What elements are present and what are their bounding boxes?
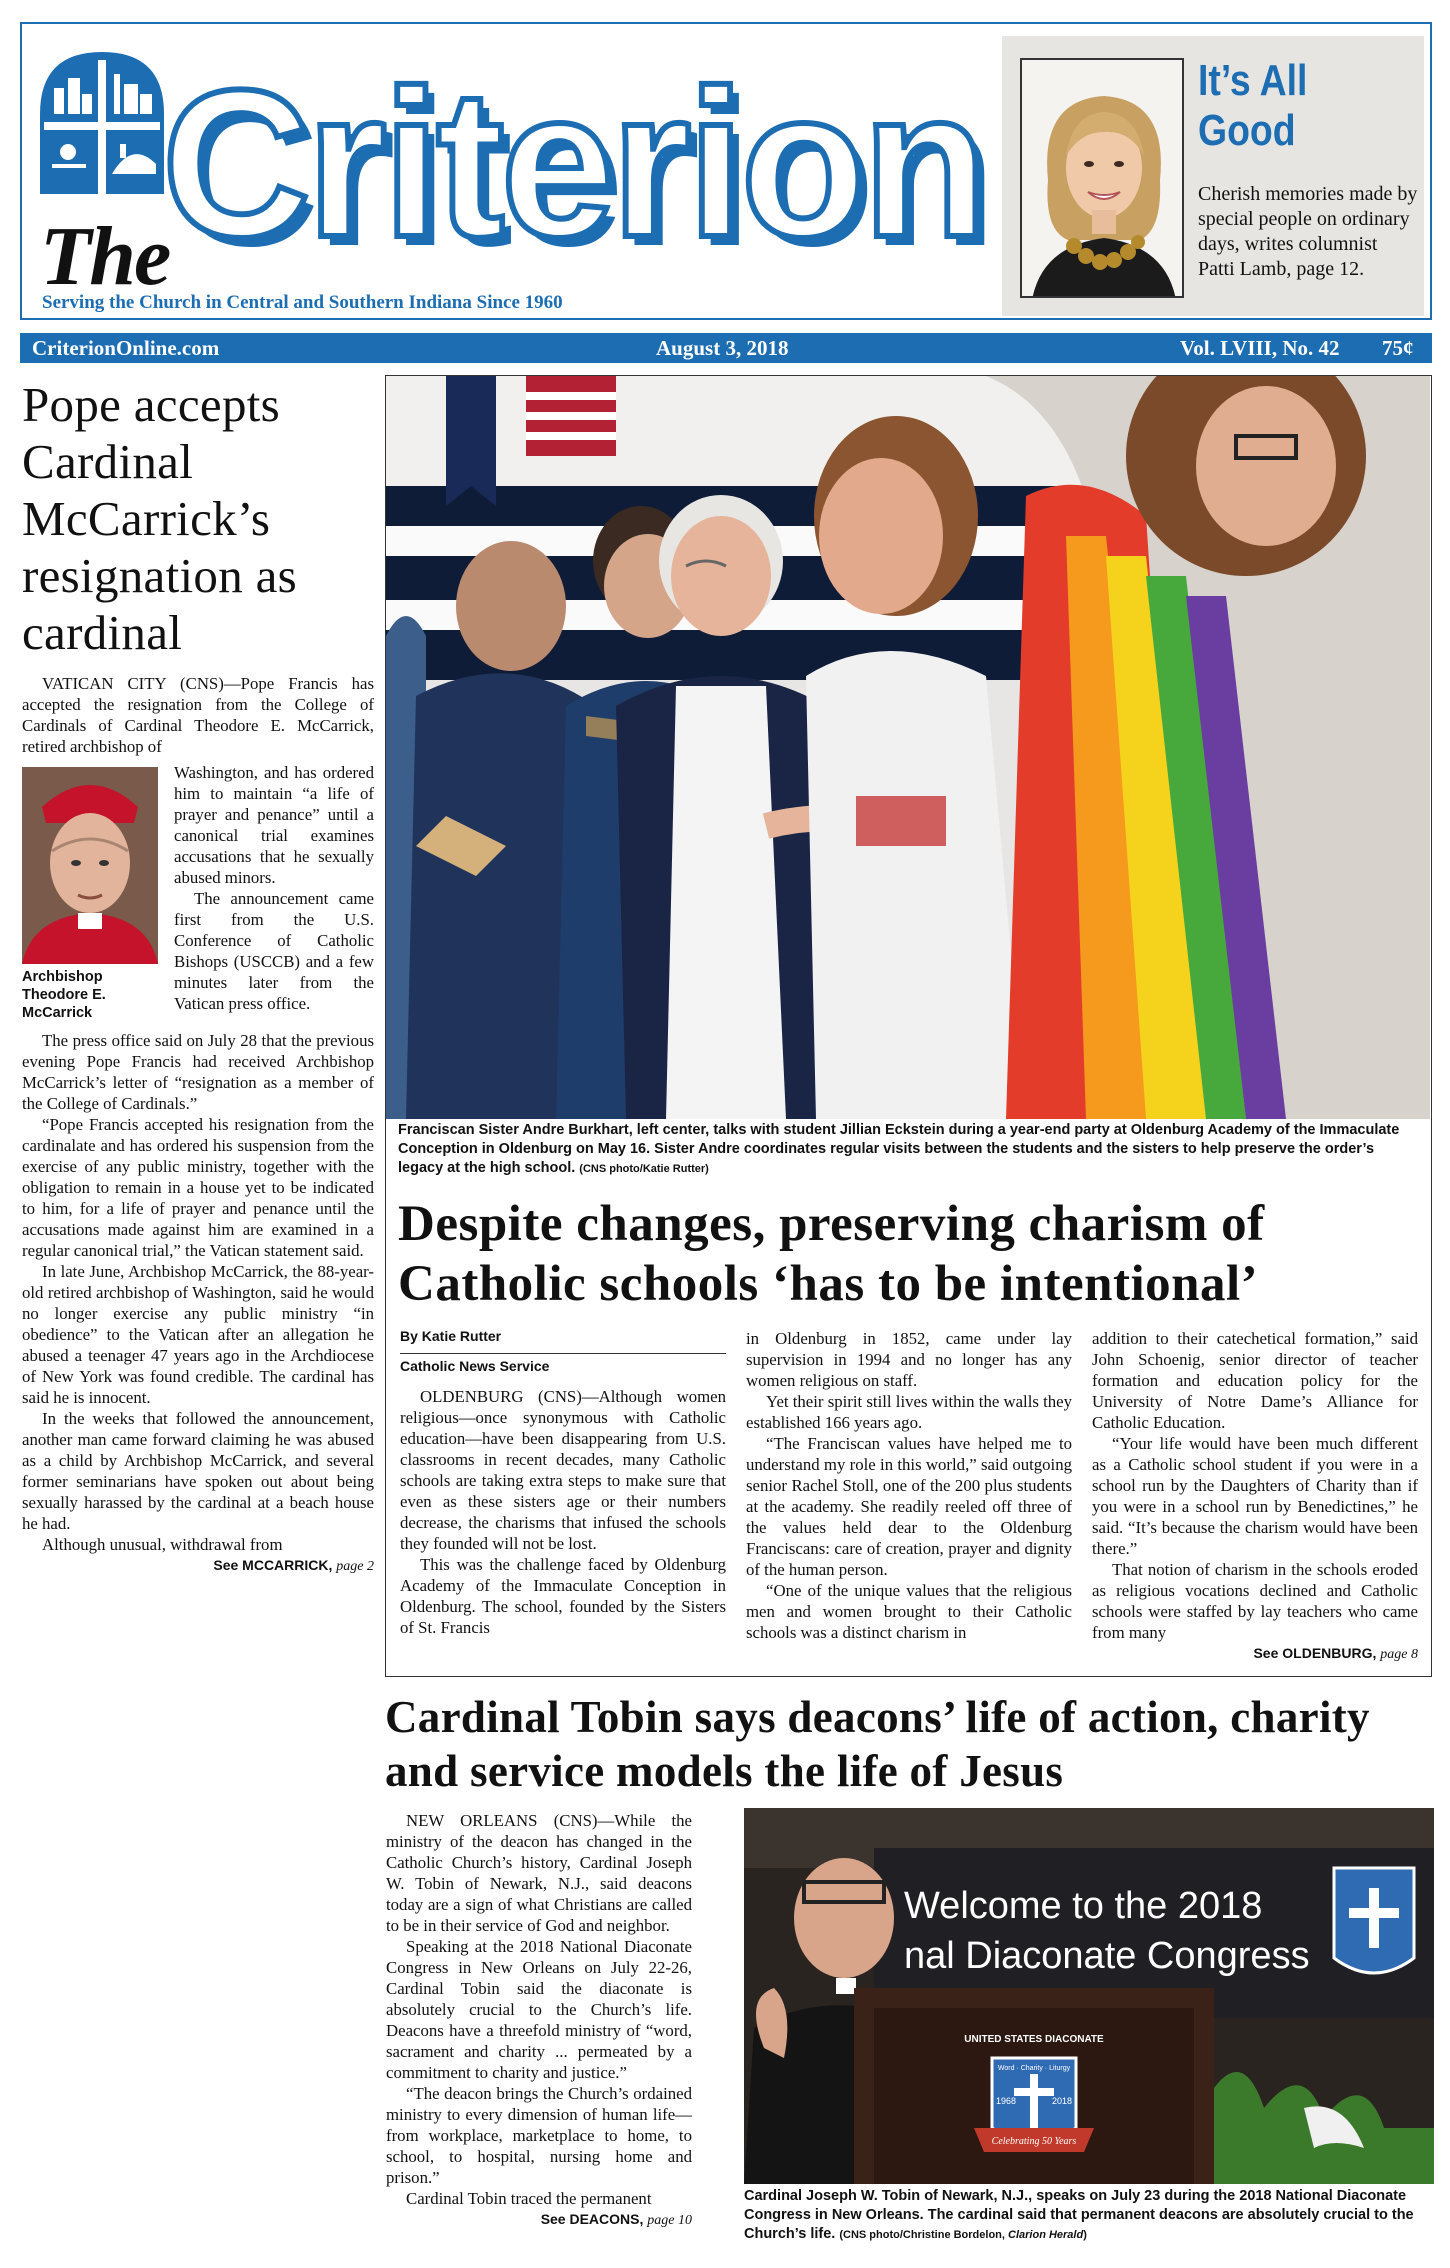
oldenburg-paragraph-2: This was the challenge faced by Oldenburg Academy of the Immaculate Conception in Oldenburg. The school, founded by the Sisters of St. Francis [400,1555,726,1637]
oldenburg-paragraph-2b: in Oldenburg in 1852, came under lay supervision in 1994 and no longer has any women religious on staff. [746,1329,1072,1390]
oldenburg-paragraph-7: That notion of charism in the schools eroded as religious vocations declined and Catholic schools were staffed by lay teachers who came from many [1092,1560,1418,1642]
columnist-photo [1020,58,1184,298]
website-link[interactable]: CriterionOnline.com [32,336,220,360]
oldenburg-byline [400,1328,726,1374]
tobin-paragraph-3: “The deacon brings the Church’s ordained ministry to every dimension of human life—from workplace, marketplace to home, to school, to hospital, nursing home and prison.” [386,2084,692,2187]
mccarrick-paragraph-6: In the weeks that followed the announcement, another man came forward claiming he was abused as a child by Archbishop McCarrick, and several former seminarians have spoken out about being sexually harassed by the cardinal at a beach house he had. [22,1409,374,1533]
tobin-paragraph-4: Cardinal Tobin traced the permanent [406,2189,652,2208]
masthead-the: The [40,210,170,303]
oldenburg-jump-link[interactable] [1092,1643,1418,1665]
oldenburg-column-2 [746,1328,1072,1643]
mccarrick-photo-caption: Archbishop Theodore E. McCarrick [22,969,106,1021]
oldenburg-paragraph-4: “The Franciscan values have helped me to understand my role in this world,” said outgoing senior Rachel Stoll, one of the 200 plus students at the academy. She readily reeled off three of the values held dear to the Oldenburg Franciscans: care of creation, prayer and dignity of the human person. [746,1434,1072,1579]
tobin-paragraph-1: NEW ORLEANS (CNS)—While the ministry of the deacon has changed in the Catholic Church’s history, Cardinal Joseph W. Tobin of Newark, N.J., said deacons today are a sign of what Christians are called to be in their service of God and neighbor. [386,1811,692,1935]
tobin-body [386,1810,692,2231]
mccarrick-jump-label: See MCCARRICK, [213,1557,333,1573]
mccarrick-jump-link[interactable] [22,1555,374,1577]
tobin-photo-caption [744,2187,1434,2245]
tobin-photo-credit [839,2229,1087,2241]
mccarrick-paragraph-7: Although unusual, withdrawal from [42,1535,283,1554]
oldenburg-photo-credit: (CNS photo/Katie Rutter) [579,1163,709,1175]
mccarrick-paragraph-1b: Washington, and has ordered him to maintain “a life of prayer and penance” until a canonical trial examines accusations that he sexually abused minors. [174,763,374,887]
oldenburg-column-1 [400,1386,726,1638]
podium-year-1: 1968 [995,2096,1017,2106]
mccarrick-paragraph-4: “Pope Francis accepted his resignation from the cardinalate and has ordered his suspension from the exercise of any public ministry, together with the obligation to remain in a house yet to be indicated to him, for a life of prayer and penance until the accusations made against him are examined in a regular canonical trial,” the Vatican statement said. [22,1115,374,1260]
podium-year-2: 2018 [1051,2096,1073,2106]
mccarrick-jump-page: page 2 [336,1559,374,1574]
masthead [20,22,1432,320]
tobin-credit-text: (CNS photo/Christine Bordelon, [839,2229,1005,2241]
oldenburg-paragraph-6: “Your life would have been much different as a Catholic school student if you were in a school run by the Daughters of Charity than if you were in a school run by Benedictines,” he said. “It’s because the charism would have been there.” [1092,1434,1418,1558]
oldenburg-paragraph-3: Yet their spirit still lives within the walls they established 166 years ago. [746,1392,1072,1432]
tobin-jump-page: page 10 [647,2213,692,2228]
tobin-caption-text: Cardinal Joseph W. Tobin of Newark, N.J., speaks on July 23 during the 2018 National Diaconate Congress in New Orleans. The cardinal said that permanent deacons are absolutely crucial to the Church’s life. [744,2188,1414,2242]
mccarrick-paragraph-1: VATICAN CITY (CNS)—Pope Francis has accepted the resignation from the College of Cardinals of Cardinal Theodore E. McCarrick, retired archbishop of [22,674,374,756]
oldenburg-caption-text: Franciscan Sister Andre Burkhart, left center, talks with student Jillian Eckstein during a year-end party at Oldenburg Academy of the Immaculate Conception in Oldenburg on May 16. Sister Andre coordinates regular visits between the students and the sisters to help preserve the order’s legacy at the high school. [398,1122,1400,1176]
mccarrick-paragraph-2: The announcement came first from the U.S. Conference of Catholic Bishops (USCCB) and a few minutes later from the Vatican press office. [174,889,374,1013]
podium-label: UNITED STATES DIACONATE [964,2034,1104,2045]
volume-number: Vol. LVIII, No. 42 [1180,336,1340,360]
promo-title-line1: It’s All [1198,56,1308,105]
banner-text-line2: nal Diaconate Congress [904,1935,1310,1977]
promo-text: Cherish memories made by special people on ordinary days, writes columnist Patti Lamb, page 12. [1198,183,1418,280]
oldenburg-jump-page: page 8 [1380,1647,1418,1662]
mccarrick-paragraph-5: In late June, Archbishop McCarrick, the 88-year-old retired archbishop of Washington, said he would no longer exercise any public ministry “in obedience” to the Vatican after an allegation he abused a teenager 47 years ago in the Archdiocese of New York was found credible. The cardinal has said he is innocent. [22,1262,374,1407]
tobin-jump-label: See DEACONS, [540,2211,644,2227]
mccarrick-photo [22,767,158,964]
issue-date: August 3, 2018 [656,336,789,360]
byline-author: By Katie Rutter [400,1328,726,1354]
oldenburg-headline[interactable]: Despite changes, preserving charism of Catholic schools ‘has to be intentional’ [398,1196,1265,1312]
mccarrick-body-intro [22,673,374,757]
masthead-title: Criterion [162,46,985,281]
oldenburg-paragraph-1: OLDENBURG (CNS)—Although women religious—once synonymous with Catholic education—have been disappearing from U.S. classrooms in recent decades, many Catholic schools are taking extra steps to make sure that even as these sisters age or their numbers decrease, the charisms that infused the schools they founded will not be lost. [400,1387,726,1553]
oldenburg-photo-caption [398,1121,1423,1179]
tobin-paragraph-2: Speaking at the 2018 National Diaconate Congress in New Orleans on July 22-26, Cardinal Tobin said the diaconate is absolutely crucial to the Church’s life. Deacons have a threefold ministry of “word, sacrament and charity ... permeated by a commitment to charity and justice.” [386,1937,692,2082]
mccarrick-body-wrap [174,762,374,1014]
promo-title-line2: Good [1198,106,1296,155]
tobin-credit-end: ) [1083,2229,1087,2241]
criterion-logo-icon [36,48,168,198]
columnist-promo[interactable] [1002,36,1424,316]
podium-ribbon: Celebrating 50 Years [991,2136,1077,2147]
issue-price: 75¢ [1382,336,1414,360]
oldenburg-paragraph-5b: addition to their catechetical formation,” said John Schoenig, senior director of teacher formation and education policy for the University of Notre Dame’s Alliance for Catholic Education. [1092,1329,1418,1432]
oldenburg-paragraph-5: “One of the unique values that the religious men and women brought to their Catholic schools was a distinct charism in [746,1581,1072,1642]
tobin-credit-publication: Clarion Herald [1008,2229,1084,2241]
dateline-bar [20,333,1432,363]
mccarrick-headline[interactable]: Pope accepts Cardinal McCarrick’s resignation as cardinal [22,377,297,660]
masthead-tagline: Serving the Church in Central and Southern Indiana Since 1960 [42,292,563,313]
mccarrick-paragraph-3: The press office said on July 28 that the previous evening Pope Francis had received Archbishop McCarrick’s letter of “resignation as a member of the College of Cardinals.” [22,1031,374,1113]
tobin-jump-link[interactable] [386,2209,692,2231]
oldenburg-column-3 [1092,1328,1418,1665]
byline-organization: Catholic News Service [400,1358,550,1374]
mccarrick-body-main [22,1030,374,1577]
tobin-headline[interactable]: Cardinal Tobin says deacons’ life of action, charity and service models the life of Jesus [385,1692,1370,1796]
podium-motto: Word · Charity · Liturgy [997,2065,1071,2072]
oldenburg-story [385,375,1432,1677]
oldenburg-jump-label: See OLDENBURG, [1253,1645,1377,1661]
banner-text-line1: Welcome to the 2018 [904,1885,1263,1927]
promo-title [1198,56,1307,156]
tobin-photo [744,1808,1434,2228]
oldenburg-photo [386,376,1430,1119]
